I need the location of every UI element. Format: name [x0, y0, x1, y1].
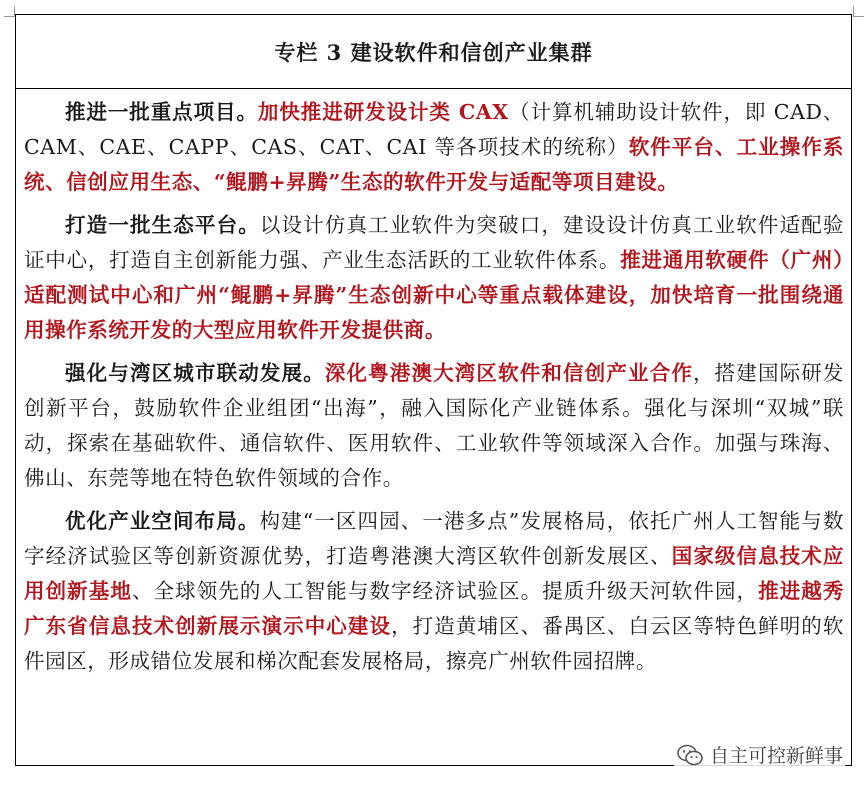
paragraph-heading: 打造一批生态平台。	[65, 213, 260, 237]
corner-mark-right	[853, 6, 864, 17]
paragraph-bay-area	[24, 356, 844, 496]
paragraph-key-projects	[24, 95, 844, 200]
highlight-text: 深化粤港澳大湾区软件和信创产业合作	[324, 361, 693, 385]
paragraph-heading: 推进一批重点项目。	[65, 100, 258, 124]
highlight-text: 推进越秀广东省信息技术创新展示演示中心建设	[24, 579, 844, 638]
body-text: ，打造黄埔区、番禺区、白云区等特色鲜明的软件园区，形成错位发展和梯次配套发展格局，擦亮广州软件园招牌。	[24, 614, 844, 673]
highlight-text: 加快推进研发设计类 CAX	[257, 100, 509, 124]
column-title: 专栏 3 建设软件和信创产业集群	[274, 39, 593, 65]
highlight-text: 国家级信息技术应用创新基地	[24, 544, 844, 603]
wechat-icon	[676, 743, 704, 767]
watermark	[674, 741, 845, 768]
highlight-text: 软件平台、工业操作系统、信创应用生态、“鲲鹏+昇腾”生态的软件开发与适配等项目建设。	[24, 135, 845, 194]
body-text: （计算机辅助设计软件，即 CAD、CAM、CAE、CAPP、CAS、CAT、CAI 等各项技术的统称）	[24, 100, 844, 159]
body-text: 、全球领先的人工智能与数字经济试验区。提质升级天河软件园，	[131, 579, 759, 603]
highlight-text: 推进通用软硬件（广州）适配测试中心和广州“鲲鹏+昇腾”生态创新中心等重点载体建设，加快培育一批围绕通用操作系统开发的大型应用软件开发提供商。	[24, 248, 844, 342]
paragraph-spatial-layout	[24, 504, 844, 679]
body-text: 构建“一区四园、一港多点”发展格局，依托广州人工智能与数字经济试验区等创新资源优势，打造粤港澳大湾区软件创新发展区、	[24, 509, 844, 568]
column-content	[16, 89, 851, 679]
body-text: 以设计仿真工业软件为突破口，建设设计仿真工业软件适配验证中心，打造自主创新能力强、产业生态活跃的工业软件体系。	[24, 213, 844, 272]
paragraph-heading: 强化与湾区城市联动发展。	[65, 361, 325, 385]
paragraph-heading: 优化产业空间布局。	[65, 509, 260, 533]
paragraph-eco-platforms	[24, 208, 844, 348]
column-header	[16, 15, 851, 89]
column-box	[15, 14, 852, 766]
body-text: ，搭建国际研发创新平台，鼓励软件企业组团“出海”，融入国际化产业链体系。强化与深圳“双城”联动，探索在基础软件、通信软件、医用软件、工业软件等领域深入合作。加强与珠海、佛山、东莞等地在特色软件领域的合作。	[24, 361, 845, 490]
watermark-text: 自主可控新鲜事	[709, 745, 843, 767]
corner-mark-left	[4, 6, 15, 17]
